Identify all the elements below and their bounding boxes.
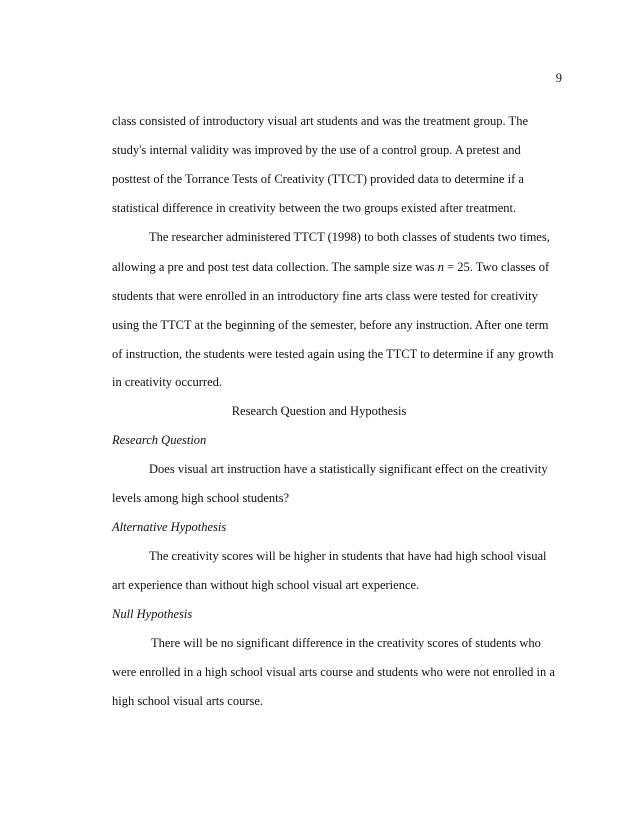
text-segment: allowing a pre and post test data collection. The sample size was (112, 260, 438, 274)
sample-size-symbol: n (437, 260, 444, 274)
text-segment: = 25. Two classes of (443, 260, 550, 274)
paragraph-line: of instruction, the students were tested again using the TTCT to determine if any growth (112, 347, 554, 361)
paragraph-line: levels among high school students? (112, 491, 290, 505)
paragraph-line: students that were enrolled in an introductory fine arts class were tested for creativity (112, 289, 538, 303)
subheading-alternative-hypothesis: Alternative Hypothesis (112, 520, 227, 534)
page-number: 9 (555, 71, 562, 85)
paragraph-line: statistical difference in creativity between the two groups existed after treatment. (112, 201, 517, 215)
paragraph-line: in creativity occurred. (112, 375, 223, 389)
paragraph-line: The creativity scores will be higher in students that have had high school visual (149, 549, 547, 563)
subheading-research-question: Research Question (112, 433, 207, 447)
paragraph-line: There will be no significant difference in the creativity scores of students who (151, 636, 541, 650)
paragraph-line: were enrolled in a high school visual arts course and students who were not enrolled in a (112, 665, 555, 679)
paragraph-line: class consisted of introductory visual art students and was the treatment group. The (112, 114, 528, 128)
paragraph-line: The researcher administered TTCT (1998) to both classes of students two times, (149, 230, 550, 244)
paragraph-line: art experience than without high school visual art experience. (112, 578, 420, 592)
paragraph-line (112, 259, 562, 275)
paragraph-line: study's internal validity was improved by the use of a control group. A pretest and (112, 143, 521, 157)
paragraph-line: high school visual arts course. (112, 694, 264, 708)
paragraph-line: using the TTCT at the beginning of the semester, before any instruction. After one term (112, 318, 549, 332)
paragraph-line: posttest of the Torrance Tests of Creativity (TTCT) provided data to determine if a (112, 172, 524, 186)
section-heading: Research Question and Hypothesis (231, 404, 407, 418)
subheading-null-hypothesis: Null Hypothesis (112, 607, 193, 621)
paragraph-line: Does visual art instruction have a statistically significant effect on the creativity (149, 462, 548, 476)
